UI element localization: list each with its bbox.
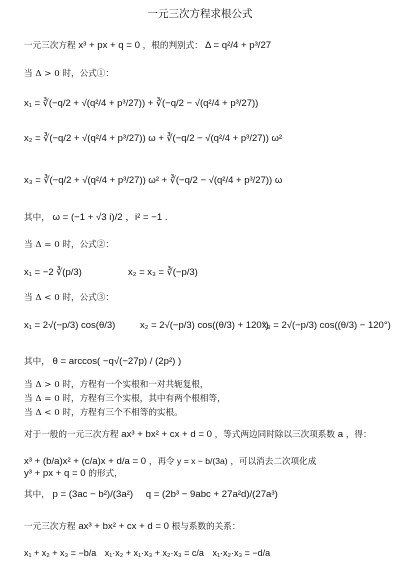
- general-line-2: [24, 456, 316, 467]
- case3-x3: x₃ = 2√(−p/3) cos((θ/3) − 120°): [262, 320, 391, 331]
- substitution: ，再令 y = x − b/(3a): [148, 456, 228, 466]
- omega-label: 其中，: [24, 213, 50, 223]
- divided-eq: x³ + (b/a)x² + (c/a)x + d/a = 0: [24, 456, 147, 467]
- note-3: 当 Δ < 0 时，方程有三个不相等的实根。: [24, 408, 183, 418]
- case1-x3: x₃ = ∛(−q/2 + √(q²/4 + p³/27)) ω² + ∛(−q/2 − √(q²/4 + p³/27)) ω: [24, 175, 283, 186]
- vieta-s2: x₁·x₂ + x₁·x₃ + x₂·x₃ = c/a: [104, 548, 204, 558]
- reduced-eq: y³ + px + q = 0: [24, 468, 86, 479]
- vieta-pre: 一元三次方程: [24, 522, 76, 532]
- vieta-sums: [24, 548, 270, 558]
- omega-formula: ω = (−1 + √3 i)/2: [52, 212, 123, 223]
- page-title: 一元三次方程求根公式: [147, 8, 253, 20]
- case1-label: 当 Δ > 0 时，公式①：: [24, 69, 114, 79]
- case3-label: 当 Δ < 0 时，公式③：: [24, 293, 114, 303]
- theta-formula: θ = arccos( −q√(−27p) / (2p²) ): [52, 356, 182, 367]
- general-line-1: [24, 430, 372, 440]
- case1-x1: x₁ = ∛(−q/2 + √(q²/4 + p³/27)) + ∛(−q/2 − √(q²/4 + p³/27)): [24, 98, 259, 109]
- i-squared: ，i² = −1 .: [125, 212, 168, 223]
- general-line-3: [24, 469, 123, 479]
- case2-x23: x₂ = x₃ = ∛(−p/3): [128, 267, 198, 278]
- intro-line: [24, 41, 203, 51]
- intro-tail: ，根的判别式：: [142, 41, 203, 51]
- case3-x1: x₁ = 2√(−p/3) cos(θ/3): [24, 320, 116, 331]
- case3-x2: x₂ = 2√(−p/3) cos((θ/3) + 120°): [140, 320, 269, 331]
- substitution-note: ，可以消去二次项化成: [230, 457, 317, 467]
- p-formula: p = (3ac − b²)/(3a²): [52, 489, 134, 500]
- general-end: ，得：: [345, 430, 372, 440]
- general-eq: ax³ + bx² + cx + d = 0: [121, 429, 212, 440]
- intro-equation: x³ + px + q = 0: [78, 40, 140, 51]
- note-1: 当 Δ > 0 时，方程有一个实根和一对共轭复根，: [24, 380, 209, 390]
- general-a: a: [337, 429, 344, 440]
- vieta-s1: x₁ + x₂ + x₃ = −b/a: [24, 548, 97, 558]
- case1-x2: x₂ = ∛(−q/2 + √(q²/4 + p³/27)) ω + ∛(−q/2 − √(q²/4 + p³/27)) ω²: [24, 133, 283, 144]
- case2-label: 当 Δ = 0 时，公式②：: [24, 240, 114, 250]
- general-pre: 对于一般的一元三次方程: [24, 430, 119, 440]
- note-2: 当 Δ = 0 时，方程有三个实根，其中有两个根相等，: [24, 394, 226, 404]
- intro-label: 一元三次方程: [24, 41, 76, 51]
- reduced-form: 的形式，: [88, 469, 123, 479]
- general-post: ，等式两边同时除以三次项系数: [214, 430, 335, 440]
- vieta-post: 根与系数的关系：: [171, 522, 241, 532]
- vieta-s3: x₁·x₂·x₃ = −d/a: [212, 548, 271, 558]
- case2-x1: x₁ = −2 ∛(p/3): [24, 267, 82, 278]
- omega-line: [24, 213, 167, 223]
- theta-line: [24, 357, 181, 367]
- theta-label: 其中，: [24, 357, 50, 367]
- delta-formula: Δ = q²/4 + p³/27: [205, 40, 272, 51]
- vieta-line: [24, 522, 240, 532]
- pq-line: [24, 490, 278, 500]
- pq-label: 其中，: [24, 490, 50, 500]
- q-formula: q = (2b³ − 9abc + 27a²d)/(27a³): [145, 489, 278, 500]
- vieta-eq: ax³ + bx² + cx + d = 0: [78, 521, 169, 532]
